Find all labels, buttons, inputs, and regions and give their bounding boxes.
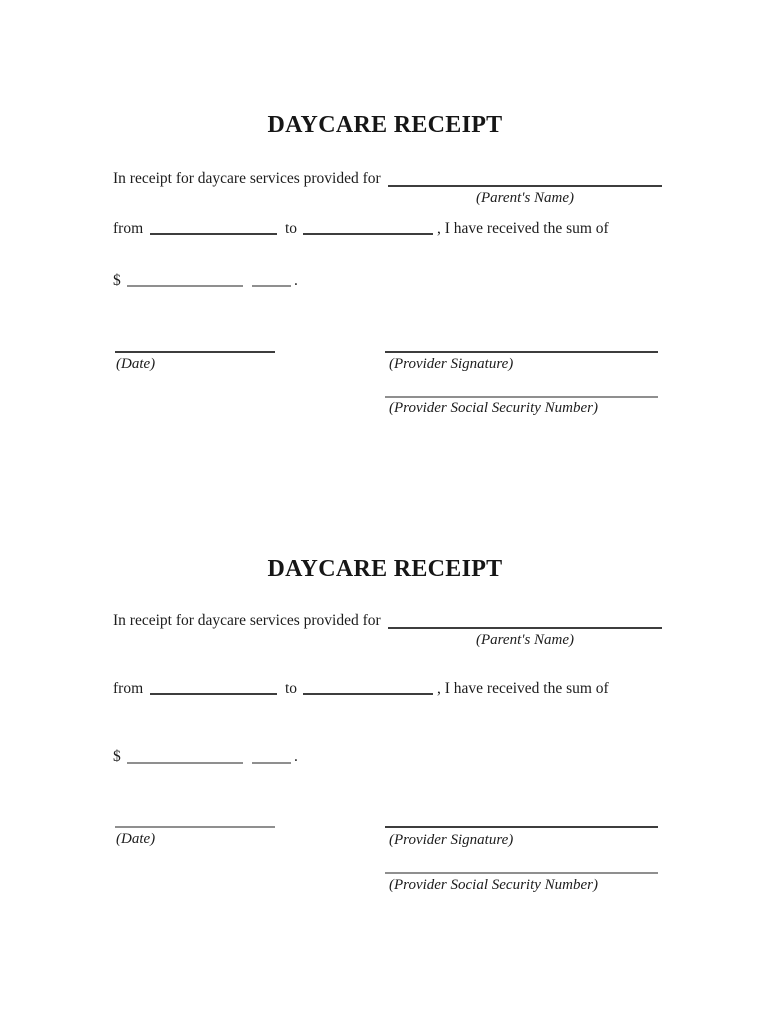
dollar-sign: $ — [113, 748, 121, 765]
parents-name-caption: (Parent's Name) — [475, 632, 575, 648]
receipt-title: DAYCARE RECEIPT — [267, 556, 503, 582]
date-field[interactable] — [115, 826, 275, 828]
period-text: . — [294, 748, 298, 765]
date-caption: (Date) — [116, 831, 156, 847]
from-label: from — [113, 680, 144, 697]
provider-ssn-field[interactable] — [385, 872, 658, 874]
provider-signature-caption: (Provider Signature) — [389, 832, 514, 848]
amount-cents-field[interactable] — [252, 762, 291, 764]
amount-dollars-field[interactable] — [127, 762, 243, 764]
provider-signature-caption: (Provider Signature) — [389, 356, 514, 372]
provider-signature-field[interactable] — [385, 826, 658, 828]
received-sum-text: , I have received the sum of — [437, 680, 609, 697]
date-caption: (Date) — [116, 356, 156, 372]
from-label: from — [113, 220, 144, 237]
period-text: . — [294, 272, 298, 289]
parents-name-caption: (Parent's Name) — [475, 190, 575, 206]
receipt-title: DAYCARE RECEIPT — [267, 112, 503, 138]
dollar-sign: $ — [113, 272, 121, 289]
parents-name-field[interactable] — [388, 627, 662, 629]
from-date-field[interactable] — [150, 693, 277, 695]
to-label: to — [285, 220, 298, 237]
provider-ssn-caption: (Provider Social Security Number) — [389, 877, 598, 893]
provided-for-text: In receipt for daycare services provided for — [113, 612, 381, 629]
to-date-field[interactable] — [303, 693, 433, 695]
received-sum-text: , I have received the sum of — [437, 220, 609, 237]
to-label: to — [285, 680, 298, 697]
provider-ssn-caption: (Provider Social Security Number) — [389, 400, 598, 416]
provided-for-text: In receipt for daycare services provided for — [113, 170, 381, 187]
